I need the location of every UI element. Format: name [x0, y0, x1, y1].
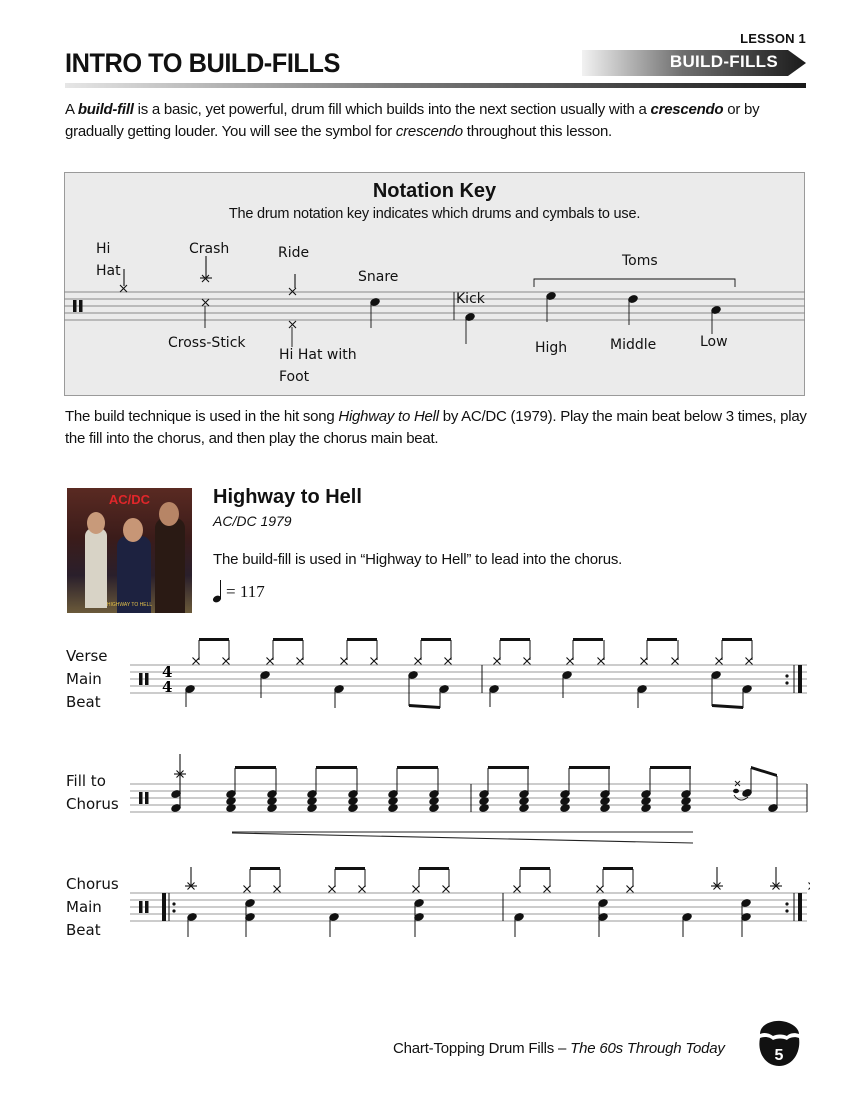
system-label-verse: Verse Main Beat — [66, 647, 108, 711]
quarter-note-icon — [212, 578, 224, 604]
footer-book-title: Chart-Topping Drum Fills – The 60s Through Today — [393, 1040, 725, 1057]
key-label-ride: Ride — [278, 245, 310, 261]
crescendo-icon — [232, 832, 693, 843]
song-artist-year: AC/DC 1979 — [213, 513, 292, 529]
key-label-high-tom: High — [535, 340, 568, 356]
key-label-hh-foot: Hi Hat with — [279, 347, 357, 363]
album-caption: HIGHWAY TO HELL — [106, 602, 153, 608]
song-title: Highway to Hell — [213, 486, 362, 508]
album-logo: AC/DC — [108, 492, 151, 507]
key-label-hi-hat: Hi — [96, 241, 111, 257]
term-crescendo: crescendo — [650, 101, 724, 118]
key-label-kick: Kick — [456, 291, 485, 307]
key-label-cross-stick: Cross-Stick — [168, 335, 246, 351]
notation-key-title: Notation Key — [372, 180, 497, 202]
key-label-low-tom: Low — [700, 334, 728, 350]
term-build-fill: build-fill — [77, 101, 134, 118]
key-label-crash: Crash — [189, 241, 230, 257]
svg-text:4: 4 — [162, 663, 173, 681]
page-number-badge — [757, 1020, 801, 1068]
key-label-hi-hat-2: Hat — [96, 263, 121, 279]
key-label-middle-tom: Middle — [610, 337, 657, 353]
key-label-hh-foot-2: Foot — [279, 369, 310, 385]
key-label-snare: Snare — [358, 269, 399, 285]
chorus-main-beat-staff — [130, 865, 810, 945]
notation-key-subtitle: The drum notation key indicates which drums and cymbals to use. — [228, 206, 641, 222]
notation-key-staff — [64, 172, 805, 396]
verse-main-beat-staff — [130, 630, 810, 715]
key-label-toms: Toms — [622, 253, 658, 269]
page-number: 5 — [774, 1047, 784, 1064]
footer-subtitle: The 60s Through Today — [570, 1040, 725, 1057]
system-label-chorus: Chorus Main Beat — [66, 875, 119, 939]
album-cover — [67, 488, 192, 613]
title-rule — [65, 83, 806, 88]
lesson-label: LESSON 1 — [740, 31, 806, 46]
tempo-marking: = 117 — [226, 582, 265, 601]
song-name-inline: Highway to Hell — [338, 408, 439, 425]
intro-paragraph: A build-fill is a basic, yet powerful, drum fill which builds into the next section usually with a crescendo or by gradually getting louder. You will see the symbol for crescendo throughout this lesson. — [65, 101, 760, 140]
fill-to-chorus-staff — [130, 750, 810, 850]
system-label-fill: Fill to Chorus — [66, 772, 119, 813]
page-title: INTRO TO BUILD-FILLS — [65, 48, 340, 78]
song-description: The build-fill is used in “Highway to Hell” to lead into the chorus. — [213, 551, 623, 568]
song-intro-paragraph: The build technique is used in the hit song Highway to Hell by AC/DC (1979). Play the main beat below 3 times, play the fill into the chorus, and then play the chorus main beat. — [65, 408, 807, 447]
svg-text:4: 4 — [162, 678, 173, 696]
lesson-banner-label: BUILD-FILLS — [669, 52, 778, 71]
